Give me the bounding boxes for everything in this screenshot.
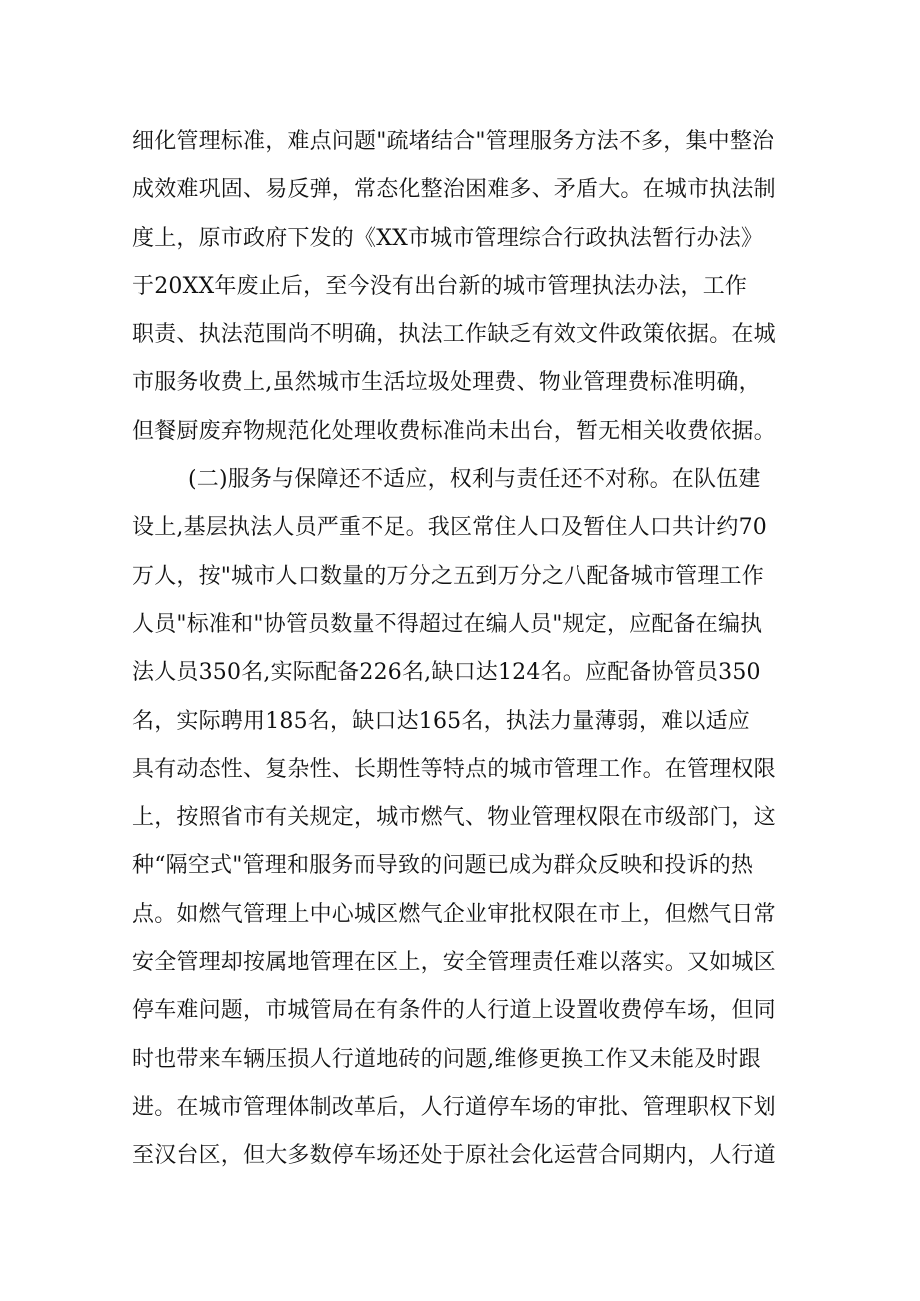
section-heading-line: (二)服务与保障还不适应，权利与责任还不对称。在队伍建 xyxy=(188,467,761,493)
text-line: 种“隔空式"管理和服务而导致的问题已成为群众反映和投诉的热 xyxy=(132,853,754,879)
text-line: 市服务收费上,虽然城市生活垃圾处理费、物业管理费标准明确， xyxy=(132,370,761,396)
text-line: 法人员350名,实际配备226名,缺口达124名。应配备协管员350 xyxy=(132,660,761,686)
text-line: 人员"标准和"协管员数量不得超过在编人员"规定，应配备在编执 xyxy=(132,611,763,637)
text-line: 安全管理却按属地管理在区上，安全管理责任难以落实。又如城区 xyxy=(132,950,776,976)
text-line: 细化管理标准，难点问题"疏堵结合"管理服务方法不多，集中整治 xyxy=(132,129,775,154)
text-line: 于20XX年废止后，至今没有出台新的城市管理执法办法，工作 xyxy=(132,273,748,299)
text-line: 名，实际聘用185名，缺口达165名，执法力量薄弱，难以适应 xyxy=(132,708,750,734)
text-line: 至汉台区，但大多数停车场还处于原社会化运营合同期内，人行道 xyxy=(132,1143,776,1169)
body-text xyxy=(132,118,802,1181)
text-line: 点。如燃气管理上中心城区燃气企业审批权限在市上，但燃气日常 xyxy=(132,901,776,927)
text-line: 时也带来车辆压损人行道地砖的问题,维修更换工作又未能及时跟 xyxy=(132,1046,761,1072)
text-line: 进。在城市管理体制改革后，人行道停车场的审批、管理职权下划 xyxy=(132,1094,776,1120)
text-line: 设上,基层执法人员严重不足。我区常住人口及暂住人口共计约70 xyxy=(132,515,767,541)
text-line: 停车难问题，市城管局在有条件的人行道上设置收费停车场，但同 xyxy=(132,998,776,1024)
text-line: 但餐厨废弃物规范化处理收费标准尚未出台，暂无相关收费依据。 xyxy=(132,418,776,444)
text-line: 度上，原市政府下发的《XX市城市管理综合行政执法暂行办法》 xyxy=(132,225,764,251)
text-line: 具有动态性、复杂性、长期性等特点的城市管理工作。在管理权限 xyxy=(132,756,776,782)
text-line: 万人，按"城市人口数量的万分之五到万分之八配备城市管理工作 xyxy=(132,563,764,589)
text-line: 上，按照省市有关规定，城市燃气、物业管理权限在市级部门，这 xyxy=(132,805,776,831)
text-line: 成效难巩固、易反弹，常态化整治困难多、矛盾大。在城市执法制 xyxy=(132,177,776,203)
text-line: 职责、执法范围尚不明确，执法工作缺乏有效文件政策依据。在城 xyxy=(132,322,776,348)
